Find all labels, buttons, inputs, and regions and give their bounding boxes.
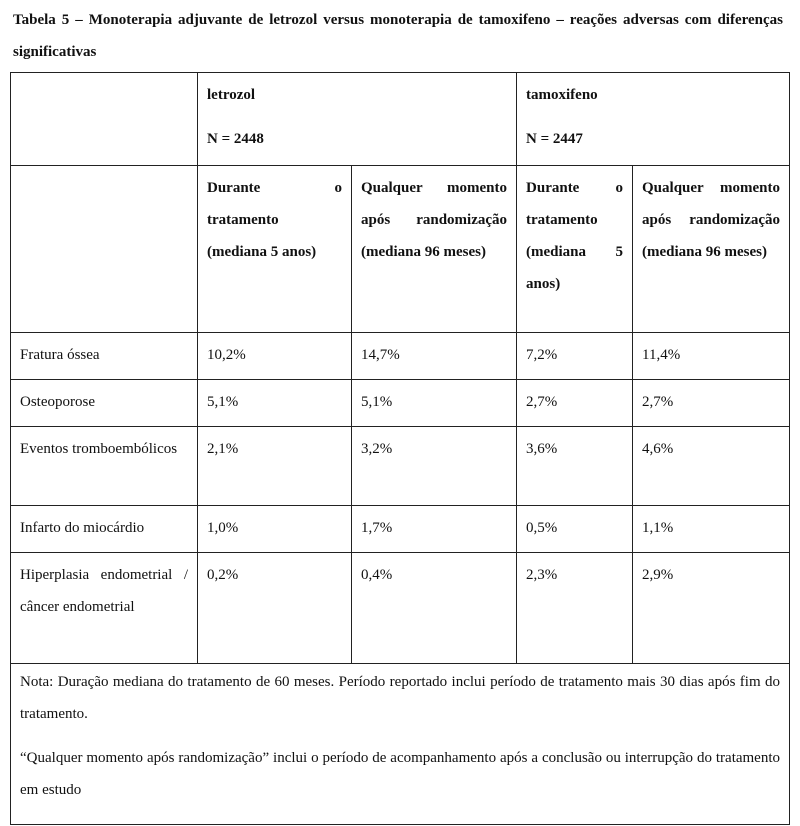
tamoxifeno-anytime-header: Qualquer momento após randomização (mediana 96 meses) [633,166,790,333]
table-cell: 0,4% [352,553,517,664]
table-cell: 1,1% [633,506,790,553]
table-row [11,427,790,506]
table-cell: 10,2% [198,333,352,380]
letrozol-anytime-header: Qualquer momento após randomização (mediana 96 meses) [352,166,517,333]
table-cell: 11,4% [633,333,790,380]
table-cell: 2,9% [633,553,790,664]
notes-cell [11,664,790,825]
table-cell: 1,7% [352,506,517,553]
tamoxifeno-name: tamoxifeno [526,87,598,103]
letrozol-group-header [198,73,517,166]
group-header-row [11,73,790,166]
table-cell: 14,7% [352,333,517,380]
notes-row [11,664,790,825]
letrozol-during-header: Durante o tratamento (mediana 5 anos) [198,166,352,333]
table-cell: 2,1% [198,427,352,506]
tamoxifeno-n: N = 2447 [526,131,583,147]
row-label: Hiperplasia endometrial / câncer endometrial [11,553,198,664]
table-cell: 4,6% [633,427,790,506]
letrozol-name: letrozol [207,87,256,103]
row-label: Eventos tromboembólicos [11,427,198,506]
table-row [11,333,790,380]
table-cell: 2,3% [517,553,633,664]
period-header-row [11,166,790,333]
adverse-reactions-table [10,72,790,825]
table-cell: 0,2% [198,553,352,664]
letrozol-n: N = 2448 [207,131,264,147]
table-cell: 1,0% [198,506,352,553]
table-cell: 2,7% [633,380,790,427]
note-duration: Nota: Duração mediana do tratamento de 60 meses. Período reportado inclui período de tratamento mais 30 dias após fim do tratamento. [20,674,781,722]
row-label: Infarto do miocárdio [11,506,198,553]
table-cell: 3,2% [352,427,517,506]
tamoxifeno-group-header [517,73,790,166]
table-cell: 3,6% [517,427,633,506]
table-cell: 2,7% [517,380,633,427]
table-row [11,506,790,553]
empty-subheader-cell [11,166,198,333]
table-cell: 5,1% [352,380,517,427]
row-label: Fratura óssea [11,333,198,380]
table-row [11,380,790,427]
table-cell: 5,1% [198,380,352,427]
table-cell: 0,5% [517,506,633,553]
empty-header-cell [11,73,198,166]
tamoxifeno-during-header: Durante o tratamento (mediana 5 anos) [517,166,633,333]
table-title: Tabela 5 – Monoterapia adjuvante de letrozol versus monoterapia de tamoxifeno – reações adversas com diferenças significativas [13,12,783,60]
note-any-time: “Qualquer momento após randomização” inclui o período de acompanhamento após a conclusão ou interrupção do tratamento em estudo [20,750,781,798]
table-cell: 7,2% [517,333,633,380]
row-label: Osteoporose [11,380,198,427]
table-row [11,553,790,664]
